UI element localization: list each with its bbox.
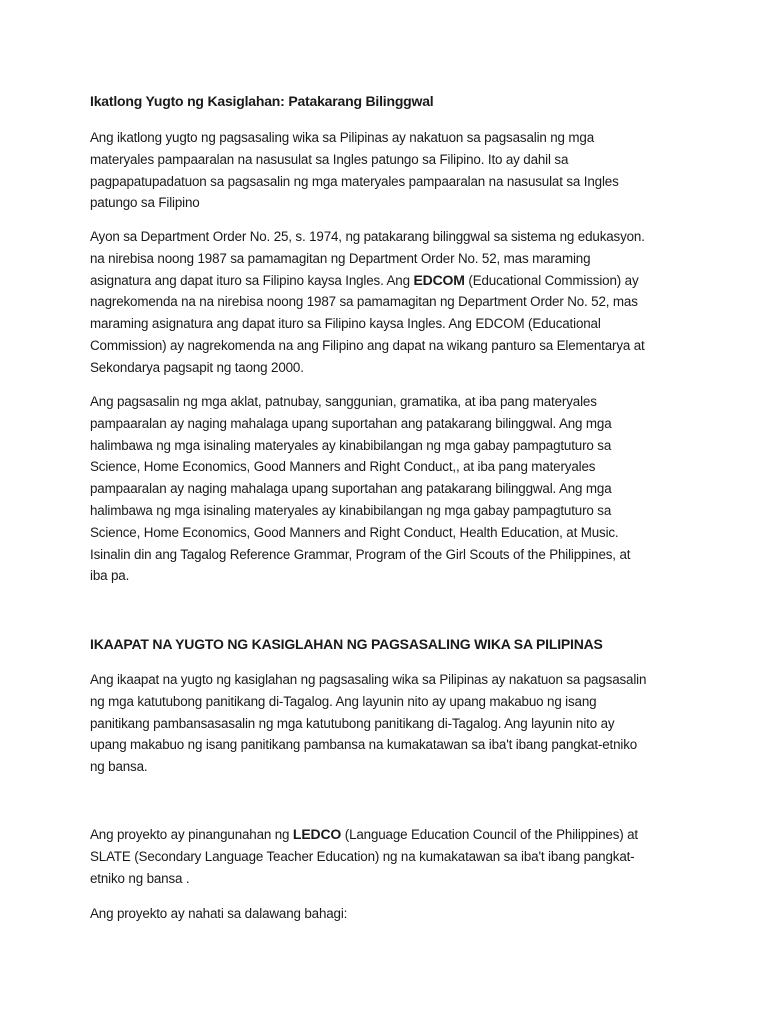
text-line: pagpapatupadatuon sa pagsasalin ng mga materyales pampaaralan na nasusulat sa Ingles: [90, 173, 619, 189]
paragraph: [90, 226, 680, 379]
text-line: panitikang pambansasasalin ng mga katutubong panitikang di-Tagalog. Ang layunin nito ay: [90, 715, 615, 731]
text-line: Ang ikaapat na yugto ng kasiglahan ng pagsasaling wika sa Pilipinas ay nakatuon sa pagsasalin: [90, 672, 647, 687]
text-line: Ang pagsasalin ng mga aklat, patnubay, sanggunian, gramatika, at iba pang materyales: [90, 394, 597, 409]
text-line: na nirebisa noong 1987 sa pamamagitan ng Department Order No. 52, mas maraming: [90, 250, 591, 266]
text-line: iba pa.: [90, 568, 130, 584]
text-line: upang makabuo ng isang panitikang pambansa na kumakatawan sa iba't ibang pangkat-etniko: [90, 737, 638, 753]
text-line: Isinalin din ang Tagalog Reference Grammar, Program of the Girl Scouts of the Philippines, at: [90, 546, 631, 562]
text-line: ng mga katutubong panitikang di-Tagalog. Ang layunin nito ay upang makabuo ng isang: [90, 693, 597, 709]
text-line: [90, 824, 680, 846]
text-line: maraming asignatura ang dapat ituro sa Filipino kaysa Ingles. Ang EDCOM (Educational: [90, 316, 601, 332]
paragraph: [90, 391, 680, 587]
text-line: patungo sa Filipino: [90, 195, 200, 211]
section-heading: IKAAPAT NA YUGTO NG KASIGLAHAN NG PAGSASALING WIKA SA PILIPINAS: [90, 636, 603, 652]
text-line: Sekondarya pagsapit ng taong 2000.: [90, 359, 304, 375]
paragraph: [90, 903, 680, 925]
text-segment: Ang proyekto ay pinangunahan ng: [90, 827, 293, 842]
text-line: halimbawa ng mga isinaling materyales ay kinabibilangan ng mga gabay pampagtuturo sa: [90, 437, 612, 453]
text-line: nagrekomenda na na nirebisa noong 1987 sa pamamagitan ng Department Order No. 52, mas: [90, 294, 638, 310]
acronym-ledco: LEDCO: [292, 826, 342, 842]
text-line: Ang ikatlong yugto ng pagsasaling wika sa Pilipinas ay nakatuon sa pagsasalin ng mga: [90, 130, 595, 145]
text-line: Science, Home Economics, Good Manners and Right Conduct,, at iba pang materyales: [90, 459, 596, 475]
text-segment: (Language Education Council of the Philippines) at: [341, 827, 639, 842]
text-line: [90, 270, 680, 292]
text-line: pampaaralan ay naging mahalaga upang suportahan ang patakarang bilinggwal. Ang mga: [90, 415, 612, 431]
text-line: Ayon sa Department Order No. 25, s. 1974, ng patakarang bilinggwal sa sistema ng edukasyon.: [90, 229, 645, 244]
acronym-edcom: EDCOM: [413, 271, 465, 288]
text-line: ng bansa.: [90, 759, 148, 775]
text-segment: asignatura ang dapat ituro sa Filipino kaysa Ingles. Ang: [90, 272, 414, 288]
paragraph: [90, 127, 680, 214]
text-line: SLATE (Secondary Language Teacher Education) ng na kumakatawan sa iba't ibang pangkat-: [90, 848, 635, 864]
paragraph: [90, 824, 680, 889]
text-line: Science, Home Economics, Good Manners and Right Conduct, Health Education, at Music.: [90, 524, 619, 540]
text-line: etniko ng bansa .: [90, 870, 190, 886]
paragraph: [90, 669, 680, 778]
text-segment: (Educational Commission) ay: [464, 272, 639, 288]
section-heading: Ikatlong Yugto ng Kasiglahan: Patakarang Bilinggwal: [90, 93, 434, 109]
text-line: pampaaralan ay naging mahalaga upang suportahan ang patakarang bilinggwal. Ang mga: [90, 481, 612, 497]
text-line: Commission) ay nagrekomenda na ang Filipino ang dapat na wikang panturo sa Elementarya at: [90, 337, 645, 353]
text-line: materyales pampaaralan na nasusulat sa Ingles patungo sa Filipino. Ito ay dahil sa: [90, 151, 569, 167]
text-line: Ang proyekto ay nahati sa dalawang bahagi:: [90, 906, 348, 921]
text-line: halimbawa ng mga isinaling materyales ay kinabibilangan ng mga gabay pampagtuturo sa: [90, 502, 612, 518]
